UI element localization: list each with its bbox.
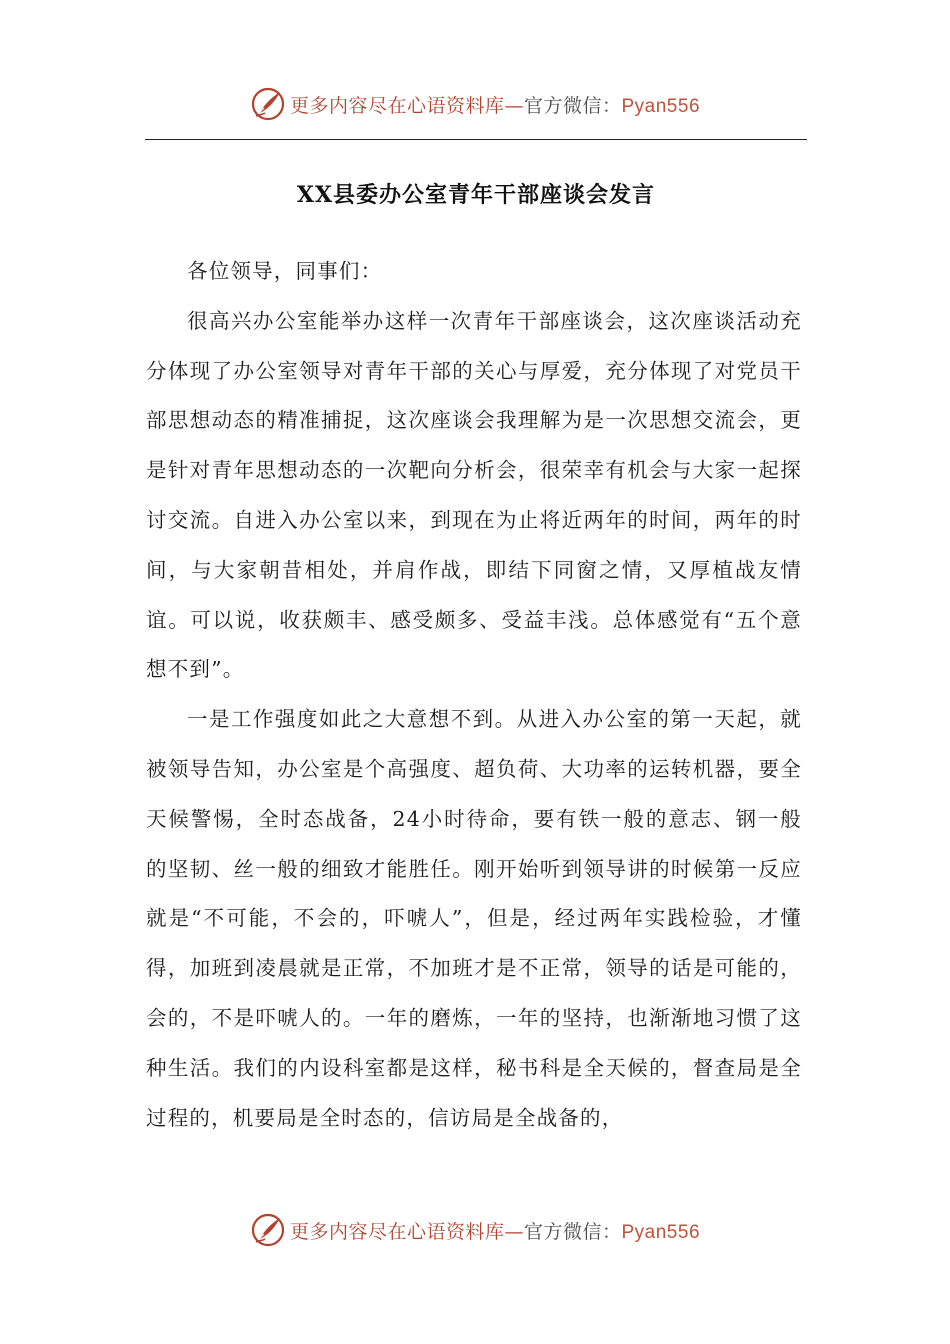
watermark-label: 官方微信： [523,1220,622,1243]
document-body [146,247,802,1143]
paragraph-point-one: 一是工作强度如此之大意想不到。从进入办公室的第一天起，就被领导告知，办公室是个高强度、超负荷、大功率的运转机器，要全天候警惕，全时态战备，24小时待命，要有铁一般的意志、钢一般的坚韧、丝一般的细致才能胜任。刚开始听到领导讲的时候第一反应就是“不可能，不会的，吓唬人”，但是，经过两年实践检验，才懂得，加班到凌晨就是正常，不加班才是不正常，领导的话是可能的，会的，不是吓唬人的。一年的磨炼，一年的坚持，也渐渐地习惯了这种生活。我们的内设科室都是这样，秘书科是全天候的，督查局是全过程的，机要局是全时态的，信访局是全战备的， [146,707,802,1130]
watermark-brand: 更多内容尽在心语资料库 [289,94,505,117]
watermark-dash: — [504,94,524,117]
watermark-banner-top [0,84,950,124]
watermark-text [290,1217,700,1244]
watermark-banner-bottom [0,1210,950,1250]
salutation: 各位领导，同事们： [187,259,383,283]
paragraph-intro: 很高兴办公室能举办这样一次青年干部座谈会，这次座谈活动充分体现了办公室领导对青年干部的关心与厚爱，充分体现了对党员干部思想动态的精准捕捉，这次座谈会我理解为是一次思想交流会，更是针对青年思想动态的一次靶向分析会，很荣幸有机会与大家一起探讨交流。自进入办公室以来，到现在为止将近两年的时间，两年的时间，与大家朝昔相处，并肩作战，即结下同窗之情，又厚植战友情谊。可以说，收获颇丰、感受颇多、受益丰浅。总体感觉有“五个意想不到”。 [146,308,802,682]
watermark-brand: 更多内容尽在心语资料库 [289,1220,505,1243]
header-divider [145,139,807,140]
watermark-label: 官方微信： [523,94,622,117]
watermark-text [290,91,700,118]
watermark-wechat-id: Pyan556 [621,95,701,117]
watermark-dash: — [504,1220,524,1243]
quill-pen-logo-icon [250,1212,286,1248]
quill-pen-logo-icon [250,86,286,122]
watermark-wechat-id: Pyan556 [621,1221,701,1243]
document-title: XX县委办公室青年干部座谈会发言 [296,182,656,208]
